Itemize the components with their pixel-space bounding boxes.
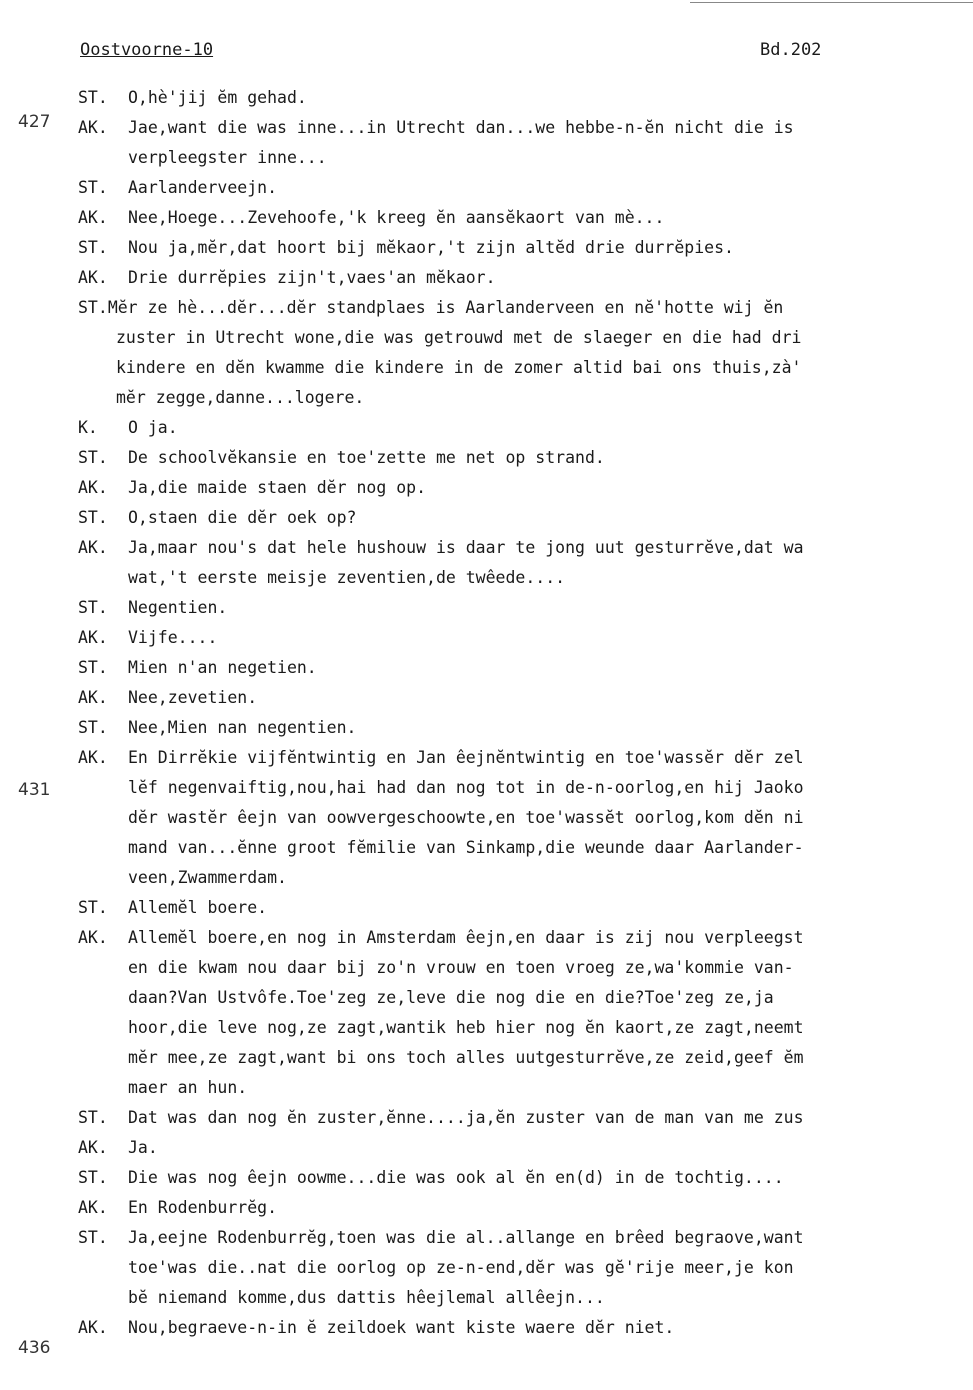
transcript-line bbox=[78, 353, 973, 383]
speaker-label: ST. bbox=[78, 508, 108, 527]
utterance-text: en die kwam nou daar bij zo'n vrouw en toen vroeg ze,wa'kommie van- bbox=[128, 958, 794, 977]
transcript-line bbox=[78, 1133, 973, 1163]
transcript-line bbox=[78, 1163, 973, 1193]
utterance-text: Drie durrĕpies zijn't,vaes'an mĕkaor. bbox=[128, 268, 496, 287]
transcript-line bbox=[78, 413, 973, 443]
utterance-text: mand van...ĕnne groot fĕmilie van Sinkamp,die weunde daar Aarlander- bbox=[128, 838, 804, 857]
utterance-text: Mien n'an negetien. bbox=[128, 658, 317, 677]
transcript-line bbox=[78, 1313, 973, 1343]
transcript-line bbox=[78, 863, 973, 893]
speaker-label: ST. bbox=[78, 898, 108, 917]
utterance-text: O,staen die dĕr oek op? bbox=[128, 508, 357, 527]
utterance-text: Nee,Hoege...Zevehoofe,'k kreeg ĕn aansĕkaort van mè... bbox=[128, 208, 665, 227]
transcript-line bbox=[78, 1193, 973, 1223]
speaker-label: ST. bbox=[78, 298, 108, 317]
transcript-line bbox=[78, 923, 973, 953]
utterance-text: En Dirrĕkie vijfĕntwintig en Jan êejnĕntwintig en toe'wassĕr dĕr zel bbox=[128, 748, 804, 767]
utterance-text: lĕf negenvaiftig,nou,hai had dan nog tot in de-n-oorlog,en hij Jaoko bbox=[128, 778, 804, 797]
utterance-text: Mĕr ze hè...dĕr...dĕr standplaes is Aarlanderveen en nĕ'hotte wij ĕn bbox=[107, 298, 784, 317]
speaker-label: ST. bbox=[78, 178, 108, 197]
utterance-text: De schoolvĕkansie en toe'zette me net op strand. bbox=[128, 448, 605, 467]
utterance-text: Negentien. bbox=[128, 598, 228, 617]
transcript-line bbox=[78, 263, 973, 293]
speaker-label: K. bbox=[78, 418, 98, 437]
speaker-label: AK. bbox=[78, 628, 108, 647]
utterance-text: veen,Zwammerdam. bbox=[128, 868, 287, 887]
utterance-text: zuster in Utrecht wone,die was getrouwd met de slaeger en die had dri bbox=[116, 328, 802, 347]
utterance-text: Nou ja,mĕr,dat hoort bij mĕkaor,'t zijn altĕd drie durrĕpies. bbox=[128, 238, 734, 257]
utterance-text: hoor,die leve nog,ze zagt,wantik heb hier nog ĕn kaort,ze zagt,neemt bbox=[128, 1018, 804, 1037]
transcript-line bbox=[78, 503, 973, 533]
transcript-line bbox=[78, 713, 973, 743]
utterance-text: dĕr wastĕr êejn van oowvergeschoowte,en toe'wassĕt oorlog,kom dĕn ni bbox=[128, 808, 804, 827]
speaker-label: AK. bbox=[78, 748, 108, 767]
speaker-label: ST. bbox=[78, 1108, 108, 1127]
transcript-line bbox=[78, 323, 973, 353]
transcript-line bbox=[78, 113, 973, 143]
transcript-line bbox=[78, 1073, 973, 1103]
transcript-line bbox=[78, 983, 973, 1013]
transcript-line bbox=[78, 1223, 973, 1253]
transcript-line bbox=[78, 803, 973, 833]
transcript-line bbox=[78, 953, 973, 983]
utterance-text: Nou,begraeve-n-in ĕ zeildoek want kiste waere dĕr niet. bbox=[128, 1318, 675, 1337]
transcript-line bbox=[78, 683, 973, 713]
utterance-text: Allemĕl boere. bbox=[128, 898, 268, 917]
utterance-text: O ja. bbox=[128, 418, 178, 437]
transcript-line bbox=[78, 143, 973, 173]
utterance-text: wat,'t eerste meisje zeventien,de twêede.... bbox=[128, 568, 566, 587]
page-header bbox=[80, 40, 840, 64]
utterance-text: mĕr mee,ze zagt,want bi ons toch alles uutgesturrĕve,ze zeid,geef ĕm bbox=[128, 1048, 804, 1067]
speaker-label: AK. bbox=[78, 118, 108, 137]
speaker-label: AK. bbox=[78, 688, 108, 707]
utterance-text: Ja,maar nou's dat hele hushouw is daar te jong uut gesturrĕve,dat wa bbox=[128, 538, 804, 557]
speaker-label: ST. bbox=[78, 658, 108, 677]
speaker-label: ST. bbox=[78, 1168, 108, 1187]
utterance-text: daan?Van Ustvôfe.Toe'zeg ze,leve die nog die en die?Toe'zeg ze,ja bbox=[128, 988, 774, 1007]
transcript-body bbox=[78, 83, 973, 1343]
transcript-line bbox=[78, 773, 973, 803]
transcript-line bbox=[78, 533, 973, 563]
transcript-line bbox=[78, 383, 973, 413]
transcript-line bbox=[78, 173, 973, 203]
utterance-text: mĕr zegge,danne...logere. bbox=[116, 388, 365, 407]
speaker-label: ST. bbox=[78, 598, 108, 617]
transcript-line bbox=[78, 563, 973, 593]
speaker-label: ST. bbox=[78, 88, 108, 107]
margin-line-number: 427 bbox=[18, 112, 51, 132]
transcript-line bbox=[78, 443, 973, 473]
transcript-line bbox=[78, 833, 973, 863]
speaker-label: ST. bbox=[78, 718, 108, 737]
transcript-line bbox=[78, 203, 973, 233]
utterance-text: bĕ niemand komme,dus dattis hêejlemal allêejn... bbox=[128, 1288, 605, 1307]
utterance-text: kindere en dĕn kwamme die kindere in de zomer altid bai ons thuis,zà' bbox=[116, 358, 802, 377]
utterance-text: Ja. bbox=[128, 1138, 158, 1157]
utterance-text: Allemĕl boere,en nog in Amsterdam êejn,en daar is zij nou verpleegst bbox=[128, 928, 804, 947]
transcript-line bbox=[78, 473, 973, 503]
top-rule bbox=[690, 2, 973, 3]
speaker-label: ST. bbox=[78, 448, 108, 467]
utterance-text: toe'was die..nat die oorlog op ze-n-end,dĕr was gĕ'rije meer,je kon bbox=[128, 1258, 794, 1277]
speaker-label: AK. bbox=[78, 478, 108, 497]
speaker-label: AK. bbox=[78, 1318, 108, 1337]
utterance-text: verpleegster inne... bbox=[128, 148, 327, 167]
utterance-text: Dat was dan nog ĕn zuster,ĕnne....ja,ĕn zuster van de man van me zus bbox=[128, 1108, 804, 1127]
transcript-line bbox=[78, 1043, 973, 1073]
speaker-label: ST. bbox=[78, 238, 108, 257]
utterance-text: Jae,want die was inne...in Utrecht dan...we hebbe-n-ĕn nicht die is bbox=[128, 118, 794, 137]
transcript-line bbox=[78, 593, 973, 623]
utterance-text: Aarlanderveejn. bbox=[128, 178, 278, 197]
place-heading: Oostvoorne-10 bbox=[80, 40, 214, 60]
utterance-text: Ja,die maide staen dĕr nog op. bbox=[128, 478, 427, 497]
transcript-line bbox=[78, 743, 973, 773]
utterance-text: En Rodenburrĕg. bbox=[128, 1198, 278, 1217]
utterance-text: O,hè'jij ĕm gehad. bbox=[128, 88, 307, 107]
speaker-label: AK. bbox=[78, 268, 108, 287]
transcript-line bbox=[78, 1103, 973, 1133]
transcript-line bbox=[78, 293, 973, 323]
speaker-label: ST. bbox=[78, 1228, 108, 1247]
transcript-line bbox=[78, 1013, 973, 1043]
speaker-label: AK. bbox=[78, 1198, 108, 1217]
speaker-label: AK. bbox=[78, 1138, 108, 1157]
utterance-text: Vijfe.... bbox=[128, 628, 218, 647]
speaker-label: AK. bbox=[78, 538, 108, 557]
transcript-line bbox=[78, 893, 973, 923]
utterance-text: maer an hun. bbox=[128, 1078, 248, 1097]
transcript-line bbox=[78, 1253, 973, 1283]
speaker-label: AK. bbox=[78, 208, 108, 227]
page-number: Bd.202 bbox=[760, 40, 822, 60]
margin-line-number: 431 bbox=[18, 780, 51, 800]
utterance-text: Nee,Mien nan negentien. bbox=[128, 718, 357, 737]
utterance-text: Die was nog êejn oowme...die was ook al ĕn en(d) in de tochtig.... bbox=[128, 1168, 784, 1187]
transcript-line bbox=[78, 233, 973, 263]
speaker-label: AK. bbox=[78, 928, 108, 947]
utterance-text: Nee,zevetien. bbox=[128, 688, 258, 707]
transcript-line bbox=[78, 653, 973, 683]
transcript-line bbox=[78, 1283, 973, 1313]
margin-line-number: 436 bbox=[18, 1338, 51, 1358]
transcript-line bbox=[78, 83, 973, 113]
transcript-line bbox=[78, 623, 973, 653]
utterance-text: Ja,eejne Rodenburrĕg,toen was die al..allange en brêed begraove,want bbox=[128, 1228, 804, 1247]
